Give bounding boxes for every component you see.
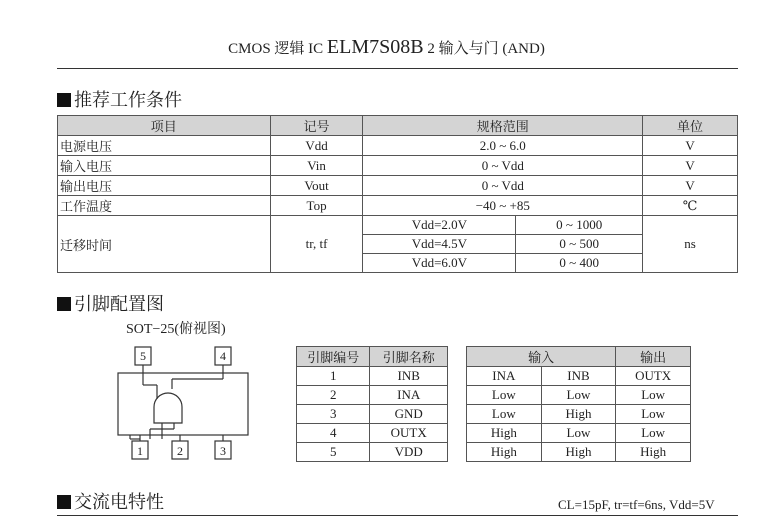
section-recommended-conditions: 推荐工作条件 (57, 86, 182, 112)
table-subheader-row: INA INB OUTX (467, 367, 691, 386)
section-pin-config: 引脚配置图 (57, 290, 164, 316)
pin-1-label: 1 (137, 444, 143, 458)
table-row: High High High (467, 443, 691, 462)
pin-table (296, 346, 448, 462)
table-row: 输入电压 Vin 0 ~ Vdd V (58, 156, 738, 176)
table-row: High Low Low (467, 424, 691, 443)
table-row: 迁移时间 tr, tf Vdd=2.0V 0 ~ 1000 ns (58, 216, 738, 235)
recommended-conditions-table (57, 115, 738, 273)
table-row: 3 GND (297, 405, 448, 424)
test-condition: CL=15pF, tr=tf=6ns, Vdd=5V (558, 497, 715, 512)
page-title: CMOS 逻辑 IC ELM7S08B 2 输入与门 (AND) (228, 36, 545, 58)
pin-2-label: 2 (177, 444, 183, 458)
table-row: Low High Low (467, 405, 691, 424)
table-header-row: 输入 输出 (467, 347, 691, 367)
table-row: 4 OUTX (297, 424, 448, 443)
table-row: 1 INB (297, 367, 448, 386)
sot25-package-diagram (110, 345, 250, 465)
square-bullet-icon (57, 297, 71, 311)
table-row: 2 INA (297, 386, 448, 405)
table-row: 工作温度 Top −40 ~ +85 ℃ (58, 196, 738, 216)
section-ac-characteristics: 交流电特性 (57, 488, 164, 514)
package-label: SOT−25(俯视图) (126, 322, 226, 337)
square-bullet-icon (57, 495, 71, 509)
table-header-row: 引脚编号 引脚名称 (297, 347, 448, 367)
title-divider (57, 68, 738, 69)
table-row: 5 VDD (297, 443, 448, 462)
table-row: 输出电压 Vout 0 ~ Vdd V (58, 176, 738, 196)
and-gate-icon (154, 393, 182, 423)
table-row: Vdd=6.0V 0 ~ 400 (58, 254, 738, 273)
table-row: Vdd=4.5V 0 ~ 500 (58, 235, 738, 254)
table-row: 电源电压 Vdd 2.0 ~ 6.0 V (58, 136, 738, 156)
package-body (118, 373, 248, 435)
truth-table (466, 346, 691, 462)
table-row: Low Low Low (467, 386, 691, 405)
table-header-row: 项目 记号 规格范围 单位 (58, 116, 738, 136)
pin-4-label: 4 (220, 349, 226, 363)
pin-3-label: 3 (220, 444, 226, 458)
square-bullet-icon (57, 93, 71, 107)
pin-5-label: 5 (140, 349, 146, 363)
